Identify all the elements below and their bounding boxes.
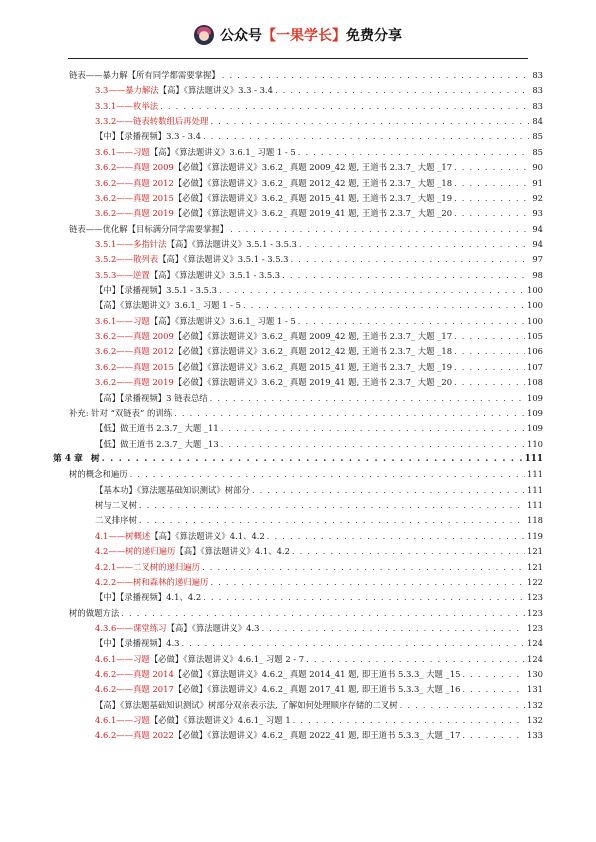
- toc-dot-leader: [454, 362, 525, 373]
- toc-entry[interactable]: [95, 239, 543, 250]
- toc-page-number: 121: [527, 546, 543, 557]
- toc-dot-leader: [210, 393, 525, 404]
- toc-entry-title: [95, 131, 201, 142]
- toc-entry[interactable]: [95, 331, 543, 342]
- toc-page-number: 121: [527, 561, 543, 572]
- toc-entry[interactable]: [69, 224, 543, 235]
- toc-page-number: 109: [527, 423, 543, 434]
- toc-entry[interactable]: [95, 193, 543, 204]
- toc-page-number: 109: [527, 407, 543, 418]
- toc-section-label: 4.1——树概述: [95, 530, 151, 541]
- toc-entry[interactable]: [95, 423, 543, 434]
- toc-entry-title: [95, 393, 208, 404]
- toc-entry-text: 【必做】《算法题讲义》4.6.2_ 真题 2022_41 题, 即王道书 5.3.3_ 大题 _17: [173, 730, 461, 741]
- toc-entry-title: [53, 454, 100, 465]
- toc-page-number: 131: [527, 684, 543, 695]
- toc-entry-text: 【高】《算法题讲义》3.6.1_ 习题 1 - 5: [149, 146, 296, 157]
- toc-page-number: 83: [532, 70, 543, 80]
- toc-entry-title: [95, 623, 259, 634]
- toc-section-label: 3.6.2——真题 2015: [95, 192, 174, 203]
- toc-entry-text: 【低】做王道书 2.3.7_ 大题 _13: [95, 438, 219, 449]
- toc-entry-text: 【高】《算法题讲义》4.1、4.2: [175, 546, 290, 557]
- toc-entry-title: [95, 316, 296, 327]
- toc-section-label: 3.6.2——真题 2015: [95, 361, 174, 372]
- toc-entry-text: 【必做】《算法题讲义》3.6.2_ 真题 2012_42 题, 王道书 2.3.7_ 大题 _18: [173, 346, 453, 357]
- toc-entry-title: [69, 469, 128, 480]
- toc-entry[interactable]: [53, 454, 543, 465]
- header-title: [220, 25, 402, 45]
- toc-dot-leader: [230, 224, 529, 235]
- toc-entry-title: [95, 331, 452, 342]
- toc-entry-title: [69, 608, 119, 619]
- toc-dot-leader: [462, 684, 525, 695]
- toc-page-number: 133: [527, 730, 543, 741]
- toc-entry-text: 【必做】《算法题讲义》3.6.2_ 真题 2019_41 题, 王道书 2.3.7_ 大题 _20: [173, 208, 453, 219]
- toc-entry[interactable]: [95, 700, 543, 711]
- toc-section-label: 3.5.3——逆置: [95, 269, 150, 280]
- toc-entry-text: 【必做】《算法题讲义》4.6.2_ 真题 2014_41 题, 即王道书 5.3.3_ 大题 _15: [173, 669, 461, 680]
- toc-dot-leader: [454, 162, 529, 173]
- toc-section-label: 3.3.1——枚举法: [95, 100, 159, 111]
- toc-entry-text: 【必做】《算法题讲义》3.6.2_ 真题 2009_42 题, 王道书 2.3.7_ 大题 _17: [173, 162, 453, 173]
- toc-entry-text: 【高】《算法题讲义》3.5.1 - 3.5.3: [158, 254, 289, 265]
- toc-dot-leader: [454, 178, 529, 189]
- toc-page-number: 118: [527, 515, 543, 526]
- toc-entry-text: 【必做】《算法题讲义》3.6.2_ 真题 2015_41 题, 王道书 2.3.7_ 大题 _19: [173, 361, 453, 372]
- toc-section-label: 4.6.1——习题: [95, 715, 150, 726]
- toc-dot-leader: [121, 608, 525, 619]
- toc-entry-text: 【高】《算法题讲义》3.3 - 3.4: [158, 85, 273, 96]
- toc-page-number: 123: [527, 622, 543, 633]
- header-brand: 【一果学长】: [262, 28, 346, 44]
- toc-page-number: 108: [527, 377, 543, 388]
- toc-section-label: 3.3.2——链表转数组后再处理: [95, 116, 209, 127]
- toc-page-number: 132: [527, 699, 543, 710]
- toc-entry[interactable]: [95, 531, 543, 542]
- toc-entry[interactable]: [95, 254, 543, 265]
- toc-page-number: 109: [527, 392, 543, 403]
- toc-entry[interactable]: [95, 300, 543, 311]
- toc-section-label: 4.2.2——树和森林的递归遍历: [95, 576, 209, 587]
- toc-entry-title: [95, 423, 219, 434]
- toc-dot-leader: [293, 715, 525, 726]
- toc-page-number: 111: [527, 469, 543, 480]
- toc-dot-leader: [222, 70, 529, 81]
- toc-entry-title: [95, 193, 452, 204]
- toc-dot-leader: [160, 101, 529, 112]
- toc-entry-text: 【必做】《算法题讲义》4.6.1_ 习题 1: [149, 715, 291, 726]
- toc-entry-text: 【中】【录播视频】3.5.1 - 3.5.3: [95, 285, 217, 296]
- toc-page-number: 84: [532, 116, 543, 127]
- toc-dot-leader: [210, 116, 529, 127]
- toc-section-label: 4.3.6——课堂练习: [95, 622, 167, 633]
- toc-entry-title: [95, 515, 137, 526]
- toc-page-number: 97: [532, 254, 543, 265]
- toc-entry-title: [95, 577, 208, 588]
- toc-section-label: 4.6.2——真题 2014: [95, 669, 174, 680]
- toc-entry-title: [95, 592, 201, 603]
- toc-entry-text: 树: [90, 454, 100, 464]
- toc-entry[interactable]: [95, 515, 543, 526]
- toc-entry-text: 【高】《算法题讲义》4.1、4.2: [150, 530, 265, 541]
- toc-page-number: 123: [527, 607, 543, 618]
- toc-entry-title: [95, 178, 452, 189]
- toc-entry[interactable]: [95, 669, 543, 680]
- toc-section-label: 3.6.2——真题 2012: [95, 346, 174, 357]
- toc-entry-title: [95, 500, 137, 511]
- toc-page-number: 85: [532, 131, 543, 142]
- toc-entry-title: [95, 147, 296, 158]
- toc-chapter-number: 第 4 章: [53, 454, 83, 464]
- toc-entry[interactable]: [69, 408, 543, 419]
- toc-entry[interactable]: [95, 362, 543, 373]
- toc-page-number: 94: [532, 223, 543, 234]
- toc-dot-leader: [462, 669, 525, 680]
- toc-entry[interactable]: [95, 270, 543, 281]
- toc-entry-title: [95, 377, 452, 388]
- toc-entry-title: [95, 300, 241, 311]
- toc-page-number: 111: [527, 484, 543, 495]
- toc-section-label: 3.5.1——多指针法: [95, 238, 167, 249]
- toc-page-number: 119: [527, 530, 543, 541]
- toc-entry-title: [95, 730, 460, 741]
- toc-entry[interactable]: [69, 608, 543, 619]
- toc-entry-title: [95, 715, 291, 726]
- toc-entry-text: 【高】《算法题讲义》3.5.1 - 3.5.3: [166, 238, 297, 249]
- toc-page-number: 130: [527, 669, 543, 680]
- toc-entry-title: [69, 70, 220, 81]
- toc-dot-leader: [210, 577, 525, 588]
- toc-section-label: 4.6.2——真题 2017: [95, 684, 174, 695]
- toc-page-number: 85: [532, 146, 543, 157]
- toc-entry[interactable]: [95, 377, 543, 388]
- toc-dot-leader: [252, 485, 525, 496]
- toc-entry-title: [95, 654, 304, 665]
- toc-entry-title: [95, 239, 297, 250]
- toc-page-number: 90: [532, 162, 543, 173]
- toc-dot-leader: [454, 193, 529, 204]
- toc-section-label: 3.6.2——真题 2019: [95, 377, 174, 388]
- toc-entry[interactable]: [95, 116, 543, 127]
- toc-page-number: 105: [527, 331, 543, 342]
- toc-dot-leader: [174, 408, 525, 419]
- toc-entry-text: 【高】《算法题讲义》3.6.1_ 习题 1 - 5: [95, 300, 241, 311]
- toc-entry-text: 补充: 针对 “双链表” 的训练: [69, 407, 173, 418]
- toc-entry-title: [95, 531, 265, 542]
- toc-entry-title: [69, 408, 172, 419]
- toc-section-label: 3.6.2——真题 2009: [95, 331, 174, 342]
- header-divider: [68, 58, 528, 59]
- toc-entry[interactable]: [95, 178, 543, 189]
- toc-entry-text: 【必做】《算法题讲义》3.6.2_ 真题 2009_42 题, 王道书 2.3.7_ 大题 _17: [173, 331, 453, 342]
- toc-section-label: 3.6.1——习题: [95, 146, 150, 157]
- toc-section-label: 4.2——树的递归遍历: [95, 546, 176, 557]
- toc-page-number: 124: [527, 638, 543, 649]
- toc-entry-title: [95, 116, 208, 127]
- toc-entry[interactable]: [95, 316, 543, 327]
- toc-section-label: 4.2.1——二叉树的递归遍历: [95, 561, 201, 572]
- toc-dot-leader: [219, 285, 525, 296]
- toc-dot-leader: [291, 254, 529, 265]
- toc-entry[interactable]: [95, 577, 543, 588]
- toc-entry[interactable]: [95, 638, 543, 649]
- toc-entry-title: [95, 485, 250, 496]
- toc-entry-title: [95, 285, 217, 296]
- toc-page-number: 111: [527, 500, 543, 511]
- toc-entry[interactable]: [69, 70, 543, 81]
- toc-dot-leader: [400, 700, 525, 711]
- toc-section-label: 3.5.2——散列表: [95, 254, 159, 265]
- toc-dot-leader: [202, 562, 525, 573]
- toc-dot-leader: [102, 454, 523, 465]
- toc-entry[interactable]: [95, 346, 543, 357]
- toc-entry[interactable]: [95, 285, 543, 296]
- toc-entry-title: [95, 546, 290, 557]
- toc-entry[interactable]: [95, 131, 543, 142]
- toc-dot-leader: [275, 85, 529, 96]
- toc-entry[interactable]: [95, 654, 543, 665]
- toc-entry[interactable]: [95, 85, 543, 96]
- toc-page-number: 122: [527, 576, 543, 587]
- toc-section-label: 3.6.1——习题: [95, 315, 150, 326]
- toc-entry-text: 【中】【录播视频】4.3: [95, 638, 180, 649]
- toc-dot-leader: [454, 346, 525, 357]
- toc-page-number: 83: [532, 85, 543, 96]
- toc-entry[interactable]: [95, 546, 543, 557]
- toc-page-number: 83: [532, 100, 543, 111]
- toc-entry[interactable]: [95, 162, 543, 173]
- toc-entry-text: 【必做】《算法题讲义》4.6.2_ 真题 2017_41 题, 即王道书 5.3.3_ 大题 _16: [173, 684, 461, 695]
- toc-section-label: 3.3——暴力解法: [95, 85, 159, 96]
- toc-page-number: 100: [527, 300, 543, 311]
- toc-entry-title: [95, 562, 200, 573]
- toc-entry-text: 【高】《算法题讲义》3.6.1_ 习题 1 - 5: [149, 315, 296, 326]
- toc-dot-leader: [298, 316, 525, 327]
- toc-entry-text: 树的做题方法: [69, 607, 120, 618]
- toc-dot-leader: [282, 270, 529, 281]
- toc-entry-text: 树与二叉树: [95, 500, 137, 511]
- toc-entry-title: [95, 362, 452, 373]
- toc-section-label: 4.6.2——真题 2022: [95, 730, 174, 741]
- toc-entry-text: 【高】《算法题基础知识测试》树部分双亲表示法, 了解如何处理顺序存储的二叉树: [95, 699, 398, 710]
- toc-dot-leader: [454, 208, 529, 219]
- toc-entry-title: [95, 270, 280, 281]
- toc-entry-text: 【基本功】《算法题基础知识测试》树部分: [95, 484, 250, 495]
- toc-entry-text: 【必做】《算法题讲义》3.6.2_ 真题 2019_41 题, 王道书 2.3.7_ 大题 _20: [173, 377, 453, 388]
- toc-page-number: 107: [527, 361, 543, 372]
- toc-entry-text: 【高】【录播视频】3 链表总结: [95, 392, 208, 403]
- toc-page-number: 98: [532, 269, 543, 280]
- toc-section-label: 3.6.2——真题 2012: [95, 177, 174, 188]
- toc-dot-leader: [306, 654, 525, 665]
- toc-dot-leader: [462, 730, 525, 741]
- toc-page-number: 110: [527, 438, 543, 449]
- toc-entry-title: [95, 439, 219, 450]
- toc-dot-leader: [203, 592, 525, 603]
- toc-dot-leader: [299, 239, 529, 250]
- toc-dot-leader: [261, 623, 525, 634]
- toc-page-number: 111: [524, 454, 543, 464]
- toc-entry[interactable]: [95, 684, 543, 695]
- toc-entry-title: [95, 684, 460, 695]
- toc-entry-title: [95, 254, 289, 265]
- toc-entry-title: [95, 669, 460, 680]
- toc-entry-title: [95, 346, 452, 357]
- toc-dot-leader: [292, 546, 525, 557]
- toc-page-number: 94: [532, 238, 543, 249]
- toc-entry-text: 树的概念和遍历: [69, 469, 128, 480]
- toc-entry-title: [95, 85, 273, 96]
- toc-entry[interactable]: [95, 439, 543, 450]
- toc-entry[interactable]: [95, 623, 543, 634]
- toc-entry-text: 【必做】《算法题讲义》3.6.2_ 真题 2012_42 题, 王道书 2.3.7_ 大题 _18: [173, 177, 453, 188]
- toc-entry-text: 【低】做王道书 2.3.7_ 大题 _11: [95, 423, 219, 434]
- toc-page-number: 132: [527, 715, 543, 726]
- toc-page-number: 123: [527, 592, 543, 603]
- toc-entry[interactable]: [95, 101, 543, 112]
- toc-dot-leader: [221, 423, 525, 434]
- toc-entry[interactable]: [95, 715, 543, 726]
- page-header: [0, 22, 596, 48]
- avatar-icon: [194, 25, 214, 45]
- toc-dot-leader: [454, 331, 525, 342]
- toc-entry[interactable]: [95, 208, 543, 219]
- toc-entry[interactable]: [95, 393, 543, 404]
- toc-dot-leader: [182, 638, 526, 649]
- toc-dot-leader: [454, 377, 525, 388]
- toc-entry[interactable]: [95, 500, 543, 511]
- toc-entry[interactable]: [95, 592, 543, 603]
- toc-entry-text: 链表——优化解【目标满分同学需要掌握】: [69, 223, 229, 234]
- toc-entry[interactable]: [95, 147, 543, 158]
- toc-entry-text: 【必做】《算法题讲义》3.6.2_ 真题 2015_41 题, 王道书 2.3.7_ 大题 _19: [173, 192, 453, 203]
- toc-dot-leader: [267, 531, 525, 542]
- toc-page-number: 100: [527, 285, 543, 296]
- toc-section-label: 3.6.2——真题 2009: [95, 162, 174, 173]
- toc-page-number: 91: [532, 177, 543, 188]
- toc-entry-text: 链表——暴力解【所有同学都需要掌握】: [69, 70, 220, 80]
- toc-dot-leader: [139, 515, 525, 526]
- toc-entry-title: [95, 700, 398, 711]
- toc-page-number: 106: [527, 346, 543, 357]
- toc-entry[interactable]: [95, 562, 543, 573]
- toc-entry-text: 【中】【录播视频】3.3 - 3.4: [95, 131, 201, 142]
- toc-dot-leader: [203, 131, 529, 142]
- toc-entry-title: [95, 208, 452, 219]
- toc-section-label: 4.6.1——习题: [95, 653, 150, 664]
- toc-dot-leader: [130, 469, 525, 480]
- toc-dot-leader: [221, 439, 525, 450]
- toc-page-number: 93: [532, 208, 543, 219]
- toc-page-number: 92: [532, 192, 543, 203]
- toc-entry-text: 【高】《算法题讲义》4.3: [166, 622, 260, 633]
- header-suffix: 免费分享: [346, 28, 402, 44]
- toc-entry-text: 【中】【录播视频】4.1、4.2: [95, 592, 202, 603]
- header-prefix: 公众号: [220, 28, 262, 44]
- toc-entry-text: 【必做】《算法题讲义》4.6.1_ 习题 2 - 7: [149, 653, 305, 664]
- toc-page-number: 100: [527, 315, 543, 326]
- toc-section-label: 3.6.2——真题 2019: [95, 208, 174, 219]
- toc-entry-title: [95, 101, 158, 112]
- toc-entry-text: 二叉排序树: [95, 515, 137, 526]
- toc-page-number: 124: [527, 653, 543, 664]
- toc-entry[interactable]: [69, 469, 543, 480]
- toc-entry-title: [95, 162, 452, 173]
- toc-entry-text: 【高】《算法题讲义》3.5.1 - 3.5.3: [149, 269, 281, 280]
- toc-dot-leader: [139, 500, 525, 511]
- toc-entry[interactable]: [95, 485, 543, 496]
- toc-dot-leader: [243, 300, 525, 311]
- toc-entry-title: [69, 224, 228, 235]
- toc-entry-title: [95, 638, 180, 649]
- toc-dot-leader: [298, 147, 529, 158]
- toc-entry[interactable]: [95, 730, 543, 741]
